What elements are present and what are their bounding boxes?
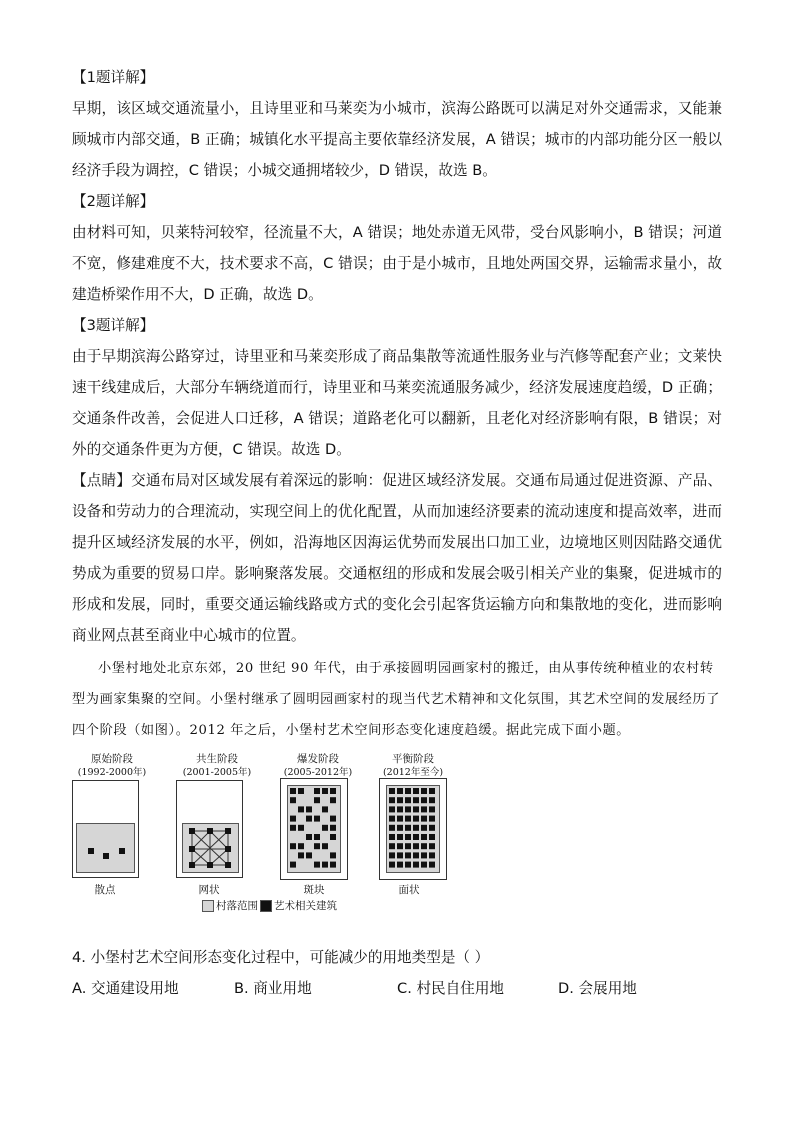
art-building <box>421 806 427 812</box>
art-building <box>330 825 336 831</box>
art-building <box>306 806 312 812</box>
art-building <box>389 862 395 868</box>
art-building <box>322 862 328 868</box>
legend-art-swatch <box>260 900 272 912</box>
art-building <box>397 862 403 868</box>
art-building <box>429 797 435 803</box>
art-building <box>405 825 411 831</box>
legend-village-swatch <box>202 900 214 912</box>
art-building <box>389 797 395 803</box>
stage-balance <box>373 752 453 779</box>
art-building <box>397 806 403 812</box>
art-building <box>413 806 419 812</box>
stage-symbiosis <box>177 752 257 779</box>
art-building <box>413 825 419 831</box>
art-building <box>330 788 336 794</box>
art-building <box>397 797 403 803</box>
art-building <box>322 788 328 794</box>
q1-explanation: 早期，该区域交通流量小，且诗里亚和马莱奕为小城市，滨海公路既可以满足对外交通需求，又能兼顾城市内部交通，B 正确；城镇化水平提高主要依靠经济发展，A 错误；城市的内部功能分区一般以经济手段为调控，C 错误；小城交通拥堵较少，D 错误，故选 B。 <box>72 100 722 179</box>
tip-text: 交通布局对区域发展有着深远的影响：促进区域经济发展。交通布局通过促进资源、产品、设备和劳动力的合理流动，实现空间上的优化配置，从而加速经济要素的流动速度和提高效率，进而提升区域经济发展的水平，例如，沿海地区因海运优势而发展出口加工业，边境地区则因陆路交通优势成为重要的贸易口岸。影响聚落发展。交通枢纽的形成和发展会吸引相关产业的集聚，促进城市的形成和发展，同时，重要交通运输线路或方式的变化会引起客货运输方向和集散地的变化，进而影响商业网点甚至商业中心城市的位置。 <box>72 472 722 644</box>
network-lines <box>182 823 239 873</box>
option-c[interactable]: C. 村民自住用地 <box>397 980 505 997</box>
option-d[interactable]: D. 会展用地 <box>558 980 637 997</box>
art-building <box>397 852 403 858</box>
art-building <box>298 852 304 858</box>
art-building <box>397 834 403 840</box>
art-building <box>429 834 435 840</box>
art-building <box>330 834 336 840</box>
art-building <box>405 852 411 858</box>
area-buildings <box>386 785 440 873</box>
art-building <box>290 862 296 868</box>
stage-4-frame <box>379 778 447 880</box>
art-building <box>429 806 435 812</box>
q2-heading: 【2题详解】 <box>72 193 155 210</box>
art-building <box>322 825 328 831</box>
art-building <box>429 862 435 868</box>
material-intro: 小堡村地处北京东郊，20 世纪 90 年代，由于承接圆明园画家村的搬迁，由从事传统种植业的农村转型为画家集聚的空间。小堡村继承了圆明园画家村的现当代艺术精神和文化氛围，其艺术空间的发展经历了四个阶段（如图）。2012 年之后，小堡村艺术空间形态变化速度趋缓。据此完成下面小题。 <box>72 661 721 738</box>
stage-years: (1992-2000年) <box>77 767 147 778</box>
art-building <box>405 788 411 794</box>
art-building <box>413 843 419 849</box>
art-building <box>421 825 427 831</box>
art-building <box>429 788 435 794</box>
stage-form-wrap <box>274 882 354 897</box>
tip-heading: 【点睛】 <box>72 472 132 489</box>
stage-name: 原始阶段 <box>91 753 133 765</box>
art-building <box>314 862 320 868</box>
figure-legend <box>202 898 337 913</box>
art-building <box>405 843 411 849</box>
art-building <box>330 816 336 822</box>
stage-form: 网状 <box>198 884 220 896</box>
stage-burst <box>278 752 358 779</box>
art-building <box>322 843 328 849</box>
art-building <box>88 848 94 854</box>
art-building <box>389 834 395 840</box>
art-building <box>413 788 419 794</box>
art-building <box>413 834 419 840</box>
art-building <box>389 825 395 831</box>
stage-original <box>72 752 152 779</box>
art-building <box>397 788 403 794</box>
stage-form: 斑块 <box>303 884 325 896</box>
stage-years: (2001-2005年) <box>182 767 252 778</box>
art-building <box>429 843 435 849</box>
art-building <box>314 816 320 822</box>
art-building <box>306 834 312 840</box>
document-page <box>72 62 722 1004</box>
art-building <box>405 862 411 868</box>
stage-form: 面状 <box>398 884 420 896</box>
stage-name: 平衡阶段 <box>392 753 434 765</box>
art-building <box>413 797 419 803</box>
art-building <box>413 816 419 822</box>
stage-years: (2012年至今) <box>382 767 444 778</box>
art-building <box>421 788 427 794</box>
art-building <box>421 843 427 849</box>
q3-heading: 【3题详解】 <box>72 317 155 334</box>
art-building <box>119 848 125 854</box>
art-building <box>298 843 304 849</box>
q1-heading: 【1题详解】 <box>72 69 155 86</box>
art-building <box>290 843 296 849</box>
stage-2-frame <box>176 780 243 878</box>
art-building <box>421 862 427 868</box>
stage-1-frame <box>72 780 139 878</box>
village-area <box>76 823 135 873</box>
art-building <box>330 797 336 803</box>
stage-name: 共生阶段 <box>196 753 238 765</box>
art-building <box>397 825 403 831</box>
art-building <box>290 816 296 822</box>
art-building <box>314 788 320 794</box>
q2-explanation: 由材料可知，贝莱特河较窄，径流量不大，A 错误；地处赤道无风带，受台风影响小，B 错误；河道不宽，修建难度不大，技术要求不高，C 错误；由于是小城市，且地处两国交界，运输需求量小，故建造桥梁作用不大，D 正确，故选 D。 <box>72 224 722 303</box>
art-building <box>330 852 336 858</box>
art-building <box>429 816 435 822</box>
art-building <box>314 834 320 840</box>
art-building <box>314 797 320 803</box>
tip-paragraph <box>72 465 722 651</box>
question-stem: 4. 小堡村艺术空间形态变化过程中，可能减少的用地类型是（ ） <box>72 949 490 966</box>
art-building <box>103 853 109 859</box>
art-building <box>429 825 435 831</box>
art-building <box>413 862 419 868</box>
art-building <box>290 797 296 803</box>
option-b[interactable]: B. 商业用地 <box>234 980 312 997</box>
art-building <box>405 806 411 812</box>
q3-explanation: 由于早期滨海公路穿过，诗里亚和马莱奕形成了商品集散等流通性服务业与汽修等配套产业；文莱快速干线建成后，大部分车辆绕道而行，诗里亚和马莱奕流通服务减少，经济发展速度趋缓，D 正确；交通条件改善，会促进人口迁移，A 错误；道路老化可以翻新，且老化对经济影响有限，B 错误；对外的交通条件更为方便，C 错误。故选 D。 <box>72 348 722 458</box>
stage-form-wrap <box>169 882 249 897</box>
art-building <box>397 816 403 822</box>
art-building <box>306 852 312 858</box>
art-building <box>421 834 427 840</box>
art-building <box>389 843 395 849</box>
art-building <box>330 862 336 868</box>
stage-form-wrap <box>369 882 449 897</box>
art-building <box>290 825 296 831</box>
art-building <box>306 816 312 822</box>
art-building <box>298 825 304 831</box>
art-building <box>298 806 304 812</box>
art-building <box>389 816 395 822</box>
art-building <box>322 806 328 812</box>
legend-village-label: 村落范围 <box>216 900 258 912</box>
legend-art-label: 艺术相关建筑 <box>274 900 337 912</box>
patch-buildings <box>287 785 341 873</box>
stage-name: 爆发阶段 <box>297 753 339 765</box>
art-building <box>421 852 427 858</box>
stage-form-wrap <box>65 882 145 897</box>
art-building <box>429 852 435 858</box>
stages-figure <box>72 752 722 932</box>
art-building <box>397 843 403 849</box>
stage-3-frame <box>280 778 348 880</box>
answer-options <box>72 973 722 1004</box>
art-building <box>413 852 419 858</box>
stage-years: (2005-2012年) <box>283 767 353 778</box>
art-building <box>389 806 395 812</box>
art-building <box>421 797 427 803</box>
art-building <box>405 816 411 822</box>
art-building <box>314 843 320 849</box>
art-building <box>421 816 427 822</box>
art-building <box>405 834 411 840</box>
art-building <box>389 788 395 794</box>
art-building <box>405 797 411 803</box>
art-building <box>290 788 296 794</box>
art-building <box>298 788 304 794</box>
stage-form: 散点 <box>94 884 116 896</box>
option-a[interactable]: A. 交通建设用地 <box>72 980 179 997</box>
art-building <box>389 852 395 858</box>
